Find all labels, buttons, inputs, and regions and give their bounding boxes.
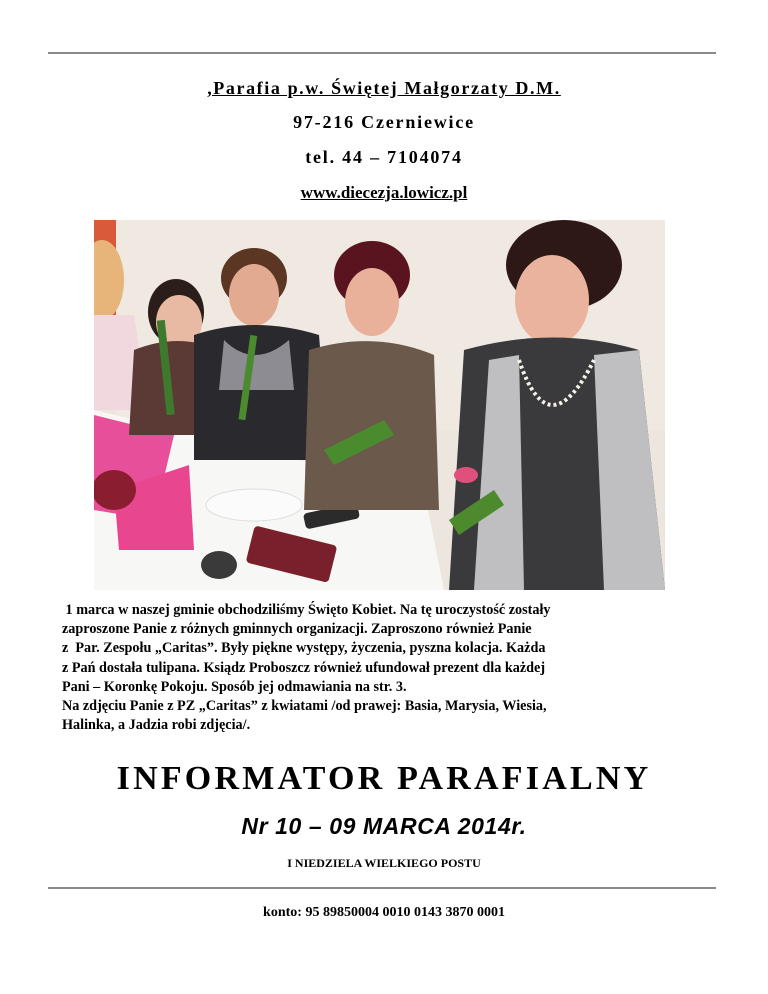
caption-line: Pani – Koronkę Pokoju. Sposób jej odmawiania na str. 3. — [62, 678, 407, 695]
parish-phone: tel. 44 – 7104074 — [305, 147, 463, 167]
caption-line: zaproszone Panie z różnych gminnych organizacji. Zaproszono również Panie — [62, 621, 532, 638]
caption-line: 1 marca w naszej gminie obchodziliśmy Święto Kobiet. Na tę uroczystość zostały — [62, 602, 551, 618]
caption-line: z Pań dostała tulipana. Ksiądz Proboszcz również ufundował prezent dla każdej — [62, 659, 546, 676]
photo-caption — [62, 601, 712, 735]
caption-line: z Par. Zespołu „Caritas”. Były piękne występy, życzenia, pyszna kolacja. Każda — [62, 640, 546, 657]
parish-website-link[interactable]: www.diecezja.lowicz.pl — [300, 183, 468, 202]
group-photo — [94, 220, 665, 590]
caption-line: Na zdjęciu Panie z PZ „Caritas” z kwiatami /od prawej: Basia, Marysia, Wiesia, — [62, 698, 547, 715]
bulletin-title: INFORMATOR PARAFIALNY — [116, 760, 652, 797]
bottom-divider — [48, 887, 716, 889]
caption-line: Halinka, a Jadzia robi zdjęcia/. — [62, 717, 251, 734]
parish-address: 97-216 Czerniewice — [293, 112, 475, 132]
liturgical-sunday: I NIEDZIELA WIELKIEGO POSTU — [287, 856, 481, 870]
parish-name: ,Parafia p.w. Świętej Małgorzaty D.M. — [207, 78, 561, 98]
issue-number-date: Nr 10 – 09 MARCA 2014r. — [241, 813, 527, 839]
top-divider — [48, 52, 716, 54]
bank-account: konto: 95 89850004 0010 0143 3870 0001 — [263, 905, 505, 920]
